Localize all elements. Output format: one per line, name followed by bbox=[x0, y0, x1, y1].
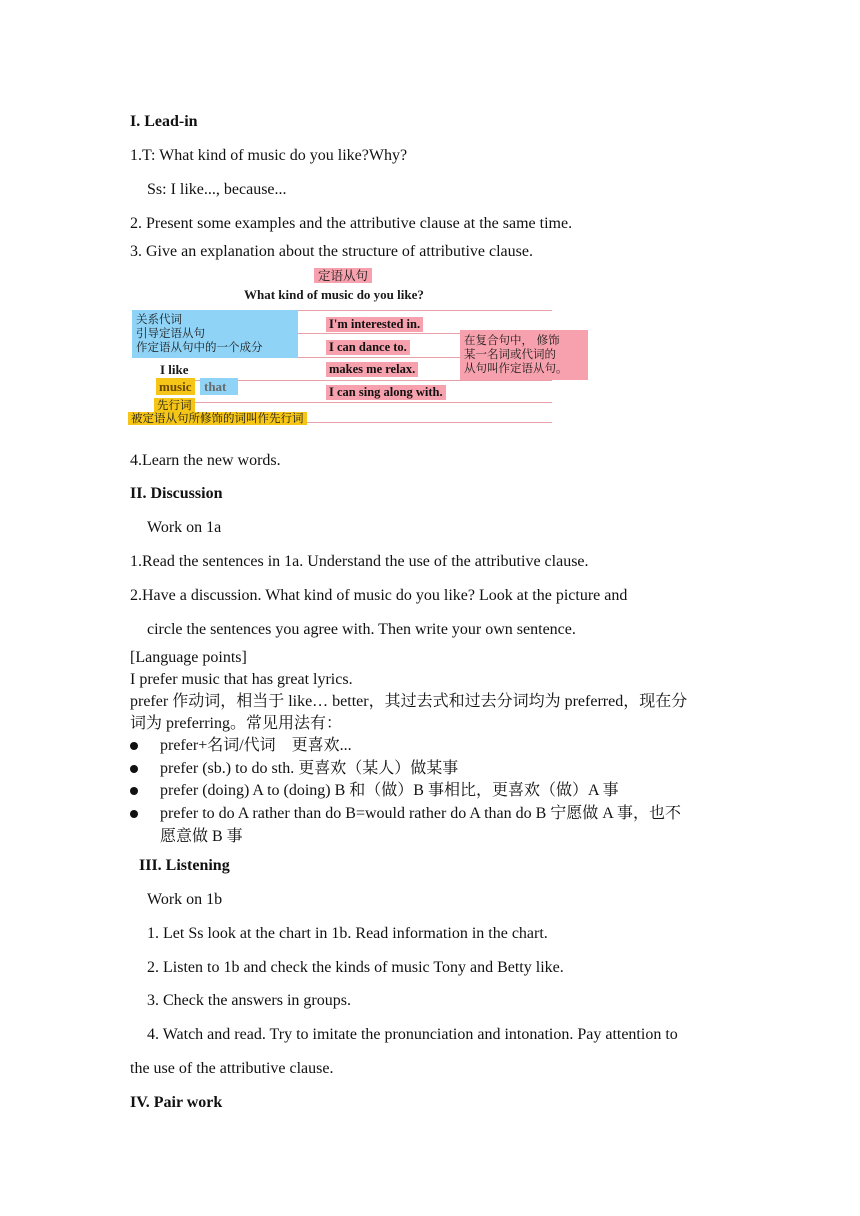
usage-bullet-1: prefer+名词/代词 更喜欢... bbox=[160, 737, 352, 754]
listening-item-2: 2. Listen to 1b and check the kinds of music Tony and Betty like. bbox=[147, 959, 564, 976]
diagram-line bbox=[156, 402, 552, 403]
diagram-sentence-4: I can sing along with. bbox=[326, 385, 446, 400]
diagram-question: What kind of music do you like? bbox=[244, 287, 424, 302]
usage-bullet-4-cont: 愿意做 B 事 bbox=[160, 828, 243, 845]
language-points-explain-1: prefer 作动词，相当于 like… better，其过去式和过去分词均为 preferred，现在分 bbox=[130, 693, 688, 710]
discussion-heading: II. Discussion bbox=[130, 485, 223, 502]
relative-pronoun-that: that bbox=[200, 378, 238, 395]
language-points-label: [Language points] bbox=[130, 649, 247, 666]
right-box-line: 从句叫作定语从句。 bbox=[464, 361, 568, 375]
listening-item-4: 4. Watch and read. Try to imitate the pronunciation and intonation. Pay attention to bbox=[147, 1026, 678, 1043]
listening-heading: III. Listening bbox=[139, 857, 230, 874]
left-box-line: 关系代词 bbox=[136, 312, 182, 326]
usage-bullet-2: prefer (sb.) to do sth. 更喜欢（某人）做某事 bbox=[160, 760, 459, 777]
bullet-dot bbox=[130, 742, 138, 750]
lead-in-item-2: 2. Present some examples and the attributive clause at the same time. bbox=[130, 215, 573, 232]
pair-work-heading: IV. Pair work bbox=[130, 1094, 223, 1111]
language-points-explain-2: 词为 preferring。常见用法有： bbox=[130, 715, 342, 732]
lead-in-item-4: 4.Learn the new words. bbox=[130, 452, 281, 469]
right-box-line: 在复合句中， 修饰 bbox=[464, 333, 560, 347]
left-box-line: 引导定语从句 bbox=[136, 326, 205, 340]
relative-pronoun-box bbox=[132, 310, 298, 358]
definition-box bbox=[460, 330, 588, 380]
bullet-dot bbox=[130, 787, 138, 795]
bullet-dot bbox=[130, 765, 138, 773]
lead-in-item-1: 1.T: What kind of music do you like?Why? bbox=[130, 147, 408, 164]
listening-item-3: 3. Check the answers in groups. bbox=[147, 992, 351, 1009]
lead-in-item-3: 3. Give an explanation about the structure of attributive clause. bbox=[130, 243, 533, 260]
language-points-example: I prefer music that has great lyrics. bbox=[130, 671, 353, 688]
lead-in-heading: I. Lead-in bbox=[130, 113, 198, 130]
usage-bullet-3: prefer (doing) A to (doing) B 和（做）B 事相比，更喜欢（做）A 事 bbox=[160, 782, 619, 799]
diagram-sentence-1: I'm interested in. bbox=[326, 317, 423, 332]
usage-bullet-4: prefer to do A rather than do B=would rather do A than do B 宁愿做 A 事，也不 bbox=[160, 805, 681, 822]
attributive-clause-diagram bbox=[126, 264, 596, 430]
antecedent-note: 被定语从句所修饰的词叫作先行词 bbox=[128, 412, 307, 425]
discussion-item-1: 1.Read the sentences in 1a. Understand the use of the attributive clause. bbox=[130, 553, 589, 570]
discussion-work-on: Work on 1a bbox=[147, 519, 222, 536]
antecedent-music: music bbox=[156, 378, 195, 395]
discussion-item-2: 2.Have a discussion. What kind of music do you like? Look at the picture and bbox=[130, 587, 628, 604]
left-box-line: 作定语从句中的一个成分 bbox=[136, 340, 263, 354]
diagram-sentence-2: I can dance to. bbox=[326, 340, 410, 355]
antecedent-label: 先行词 bbox=[154, 398, 195, 413]
bullet-dot bbox=[130, 810, 138, 818]
lead-in-item-1-ss: Ss: I like..., because... bbox=[147, 181, 287, 198]
i-like-text: I like bbox=[160, 362, 189, 377]
listening-item-4-cont: the use of the attributive clause. bbox=[130, 1060, 334, 1077]
discussion-item-2-cont: circle the sentences you agree with. Then write your own sentence. bbox=[147, 621, 576, 638]
listening-work-on: Work on 1b bbox=[147, 891, 223, 908]
right-box-line: 某一名词或代词的 bbox=[464, 347, 556, 361]
diagram-top-label: 定语从句 bbox=[314, 268, 372, 283]
listening-item-1: 1. Let Ss look at the chart in 1b. Read information in the chart. bbox=[147, 925, 548, 942]
diagram-sentence-3: makes me relax. bbox=[326, 362, 418, 377]
